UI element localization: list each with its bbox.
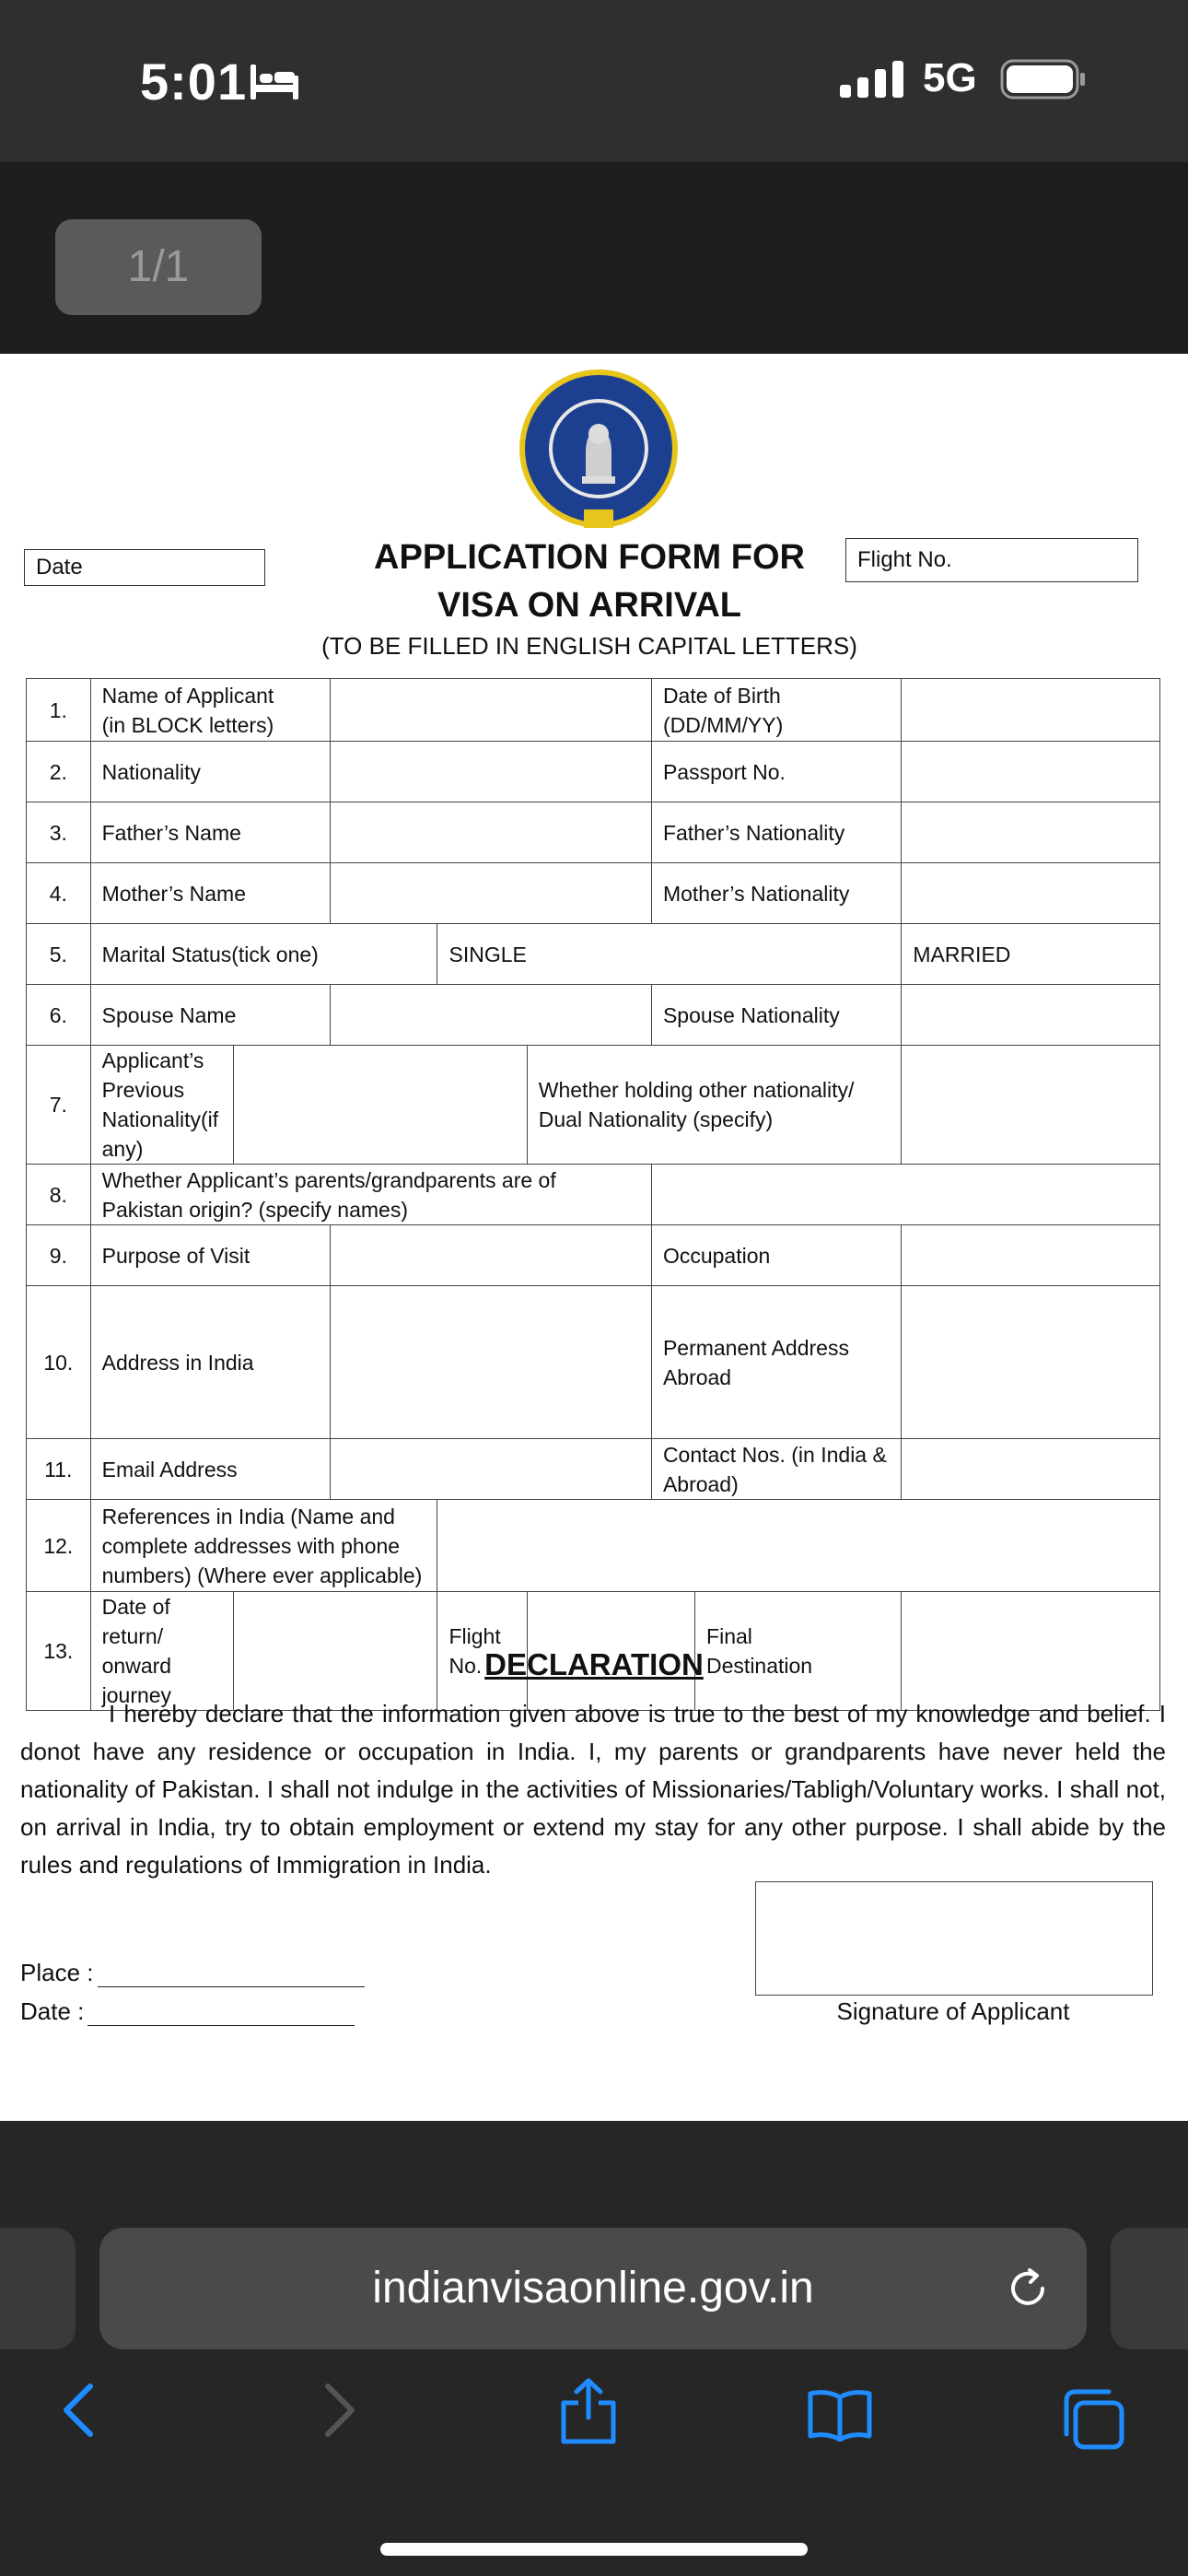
row-label: Spouse Name <box>90 985 330 1046</box>
table-row <box>27 1165 1160 1225</box>
row-label <box>90 1046 234 1165</box>
row-number: 10. <box>27 1286 91 1439</box>
references-field[interactable] <box>437 1500 1160 1592</box>
dual-nationality-field[interactable] <box>902 1046 1160 1165</box>
row-number: 4. <box>27 863 91 924</box>
share-icon[interactable] <box>558 2377 619 2450</box>
row-label <box>651 1286 901 1439</box>
label-line: Whether holding other nationality/ <box>538 1078 855 1102</box>
form-title-line2: VISA ON ARRIVAL <box>437 586 742 625</box>
row-number: 7. <box>27 1046 91 1165</box>
mother-nationality-field[interactable] <box>902 863 1160 924</box>
row-number: 12. <box>27 1500 91 1592</box>
india-address-field[interactable] <box>330 1286 651 1439</box>
row-number: 5. <box>27 924 91 985</box>
row-label: Purpose of Visit <box>90 1225 330 1286</box>
email-field[interactable] <box>330 1439 651 1500</box>
form-title-line1: APPLICATION FORM FOR <box>374 538 805 577</box>
pakistan-origin-field[interactable] <box>651 1165 1159 1225</box>
date-box[interactable]: Date <box>24 549 265 586</box>
row-label: Occupation <box>651 1225 901 1286</box>
previous-tab-pill[interactable] <box>0 2228 76 2349</box>
row-number: 8. <box>27 1165 91 1225</box>
table-row <box>27 679 1160 742</box>
back-icon[interactable] <box>55 2381 105 2444</box>
sleep-focus-icon <box>249 61 300 106</box>
label-line: complete addresses with phone <box>101 1533 401 1558</box>
reload-icon[interactable] <box>1002 2263 1054 2319</box>
network-type: 5G <box>923 55 977 100</box>
forward-icon[interactable] <box>313 2381 363 2444</box>
row-number: 6. <box>27 985 91 1046</box>
row-number: 9. <box>27 1225 91 1286</box>
table-row <box>27 1439 1160 1500</box>
row-label: Mother’s Name <box>90 863 330 924</box>
label-line: onward journey <box>101 1654 172 1707</box>
label-line: Dual Nationality (specify) <box>538 1107 774 1131</box>
passport-field[interactable] <box>902 742 1160 802</box>
cellular-signal-icon <box>840 61 906 102</box>
label-line: Abroad) <box>662 1471 739 1496</box>
table-row <box>27 1500 1160 1592</box>
spouse-nationality-field[interactable] <box>902 985 1160 1046</box>
form-subtitle: (TO BE FILLED IN ENGLISH CAPITAL LETTERS) <box>321 632 857 660</box>
browser-toolbar <box>0 2121 1188 2576</box>
marital-married-option[interactable]: MARRIED <box>902 924 1160 985</box>
contact-numbers-field[interactable] <box>902 1439 1160 1500</box>
status-time: 5:01 <box>140 53 248 111</box>
table-row <box>27 1286 1160 1439</box>
place-underline <box>98 1964 365 1987</box>
abroad-address-field[interactable] <box>902 1286 1160 1439</box>
row-number: 3. <box>27 802 91 863</box>
row-label <box>651 1439 901 1500</box>
table-row <box>27 863 1160 924</box>
label-line: Nationality(if any) <box>101 1107 219 1161</box>
label-line: Name of Applicant <box>101 683 274 708</box>
address-bar[interactable] <box>99 2228 1087 2349</box>
row-number: 13. <box>27 1592 91 1711</box>
label-line: Applicant’s Previous <box>101 1048 204 1102</box>
battery-icon <box>1000 59 1087 104</box>
page-indicator[interactable]: 1/1 <box>55 219 262 315</box>
table-row <box>27 802 1160 863</box>
row-label: Mother’s Nationality <box>651 863 901 924</box>
dob-field[interactable] <box>902 679 1160 742</box>
row-label: Passport No. <box>651 742 901 802</box>
application-table <box>26 678 1160 1711</box>
signature-label: Signature of Applicant <box>836 1997 1070 2025</box>
row-label <box>90 1165 651 1225</box>
label-line: Contact Nos. (in India & <box>662 1442 887 1467</box>
label-line: Destination <box>706 1654 813 1678</box>
date-line[interactable] <box>20 1997 355 2026</box>
row-number: 1. <box>27 679 91 742</box>
row-label: Email Address <box>90 1439 330 1500</box>
row-label: Nationality <box>90 742 330 802</box>
label-line: Abroad <box>662 1364 732 1389</box>
nationality-field[interactable] <box>330 742 651 802</box>
label-line: Final <box>706 1624 752 1648</box>
purpose-field[interactable] <box>330 1225 651 1286</box>
name-field[interactable] <box>330 679 651 742</box>
home-indicator[interactable] <box>380 2543 808 2556</box>
bookmarks-icon[interactable] <box>807 2388 873 2446</box>
label-line: References in India (Name and <box>101 1504 395 1528</box>
row-label: Address in India <box>90 1286 330 1439</box>
pdf-viewer-bar <box>0 162 1188 354</box>
spouse-name-field[interactable] <box>330 985 651 1046</box>
tabs-icon[interactable] <box>1061 2388 1125 2455</box>
signature-box[interactable] <box>755 1881 1153 1996</box>
flight-number-box[interactable]: Flight No. <box>845 538 1138 582</box>
occupation-field[interactable] <box>902 1225 1160 1286</box>
table-row <box>27 985 1160 1046</box>
label-line: Date of return/ <box>101 1595 170 1648</box>
label-line: (DD/MM/YY) <box>662 712 784 737</box>
row-label <box>527 1046 902 1165</box>
label-line: Permanent Address <box>662 1335 849 1360</box>
label-line: (in BLOCK letters) <box>101 712 274 737</box>
row-label: Spouse Nationality <box>651 985 901 1046</box>
table-row <box>27 742 1160 802</box>
row-number: 11. <box>27 1439 91 1500</box>
label-line: numbers) (Where ever applicable) <box>101 1563 423 1587</box>
status-bar <box>0 0 1188 162</box>
place-label: Place : <box>20 1959 94 1986</box>
row-label <box>90 1500 437 1592</box>
row-label <box>90 679 330 742</box>
row-label: Father’s Nationality <box>651 802 901 863</box>
row-label: Flight No. <box>437 1592 527 1711</box>
marital-single-option[interactable]: SINGLE <box>437 924 902 985</box>
label-line: Pakistan origin? (specify names) <box>101 1197 408 1222</box>
label-line: Whether Applicant’s parents/grandparents are of <box>101 1167 556 1192</box>
father-nationality-field[interactable] <box>902 802 1160 863</box>
declaration-text: I hereby declare that the information given above is true to the best of my knowledge and belief. I donot have any residence or occupation in India. I, my parents or grandparents have never held the nationality of Pakistan. I shall not indulge in the activities of Missionaries/Tabligh/Voluntary works. I shall not, on arrival in India, try to obtain employment or extend my stay for any other purpose. I shall abide by the rules and regulations of Immigration in India. <box>20 1700 1166 1879</box>
mother-name-field[interactable] <box>330 863 651 924</box>
row-label <box>651 679 901 742</box>
next-tab-pill[interactable] <box>1111 2228 1188 2349</box>
table-row <box>27 924 1160 985</box>
form-title <box>304 533 875 629</box>
date-label: Date : <box>20 1997 85 2025</box>
row-label: Father’s Name <box>90 802 330 863</box>
place-line[interactable] <box>20 1959 365 1987</box>
table-row <box>27 1046 1160 1165</box>
date-underline <box>87 2003 355 2026</box>
pdf-page <box>0 354 1188 2121</box>
father-name-field[interactable] <box>330 802 651 863</box>
immigration-emblem-logo <box>518 368 680 530</box>
row-label: Marital Status(tick one) <box>90 924 437 985</box>
declaration-title: DECLARATION <box>484 1647 704 1681</box>
row-number: 2. <box>27 742 91 802</box>
url-text: indianvisaonline.gov.in <box>372 2264 814 2313</box>
previous-nationality-field[interactable] <box>234 1046 528 1165</box>
label-line: Date of Birth <box>662 683 781 708</box>
table-row <box>27 1225 1160 1286</box>
